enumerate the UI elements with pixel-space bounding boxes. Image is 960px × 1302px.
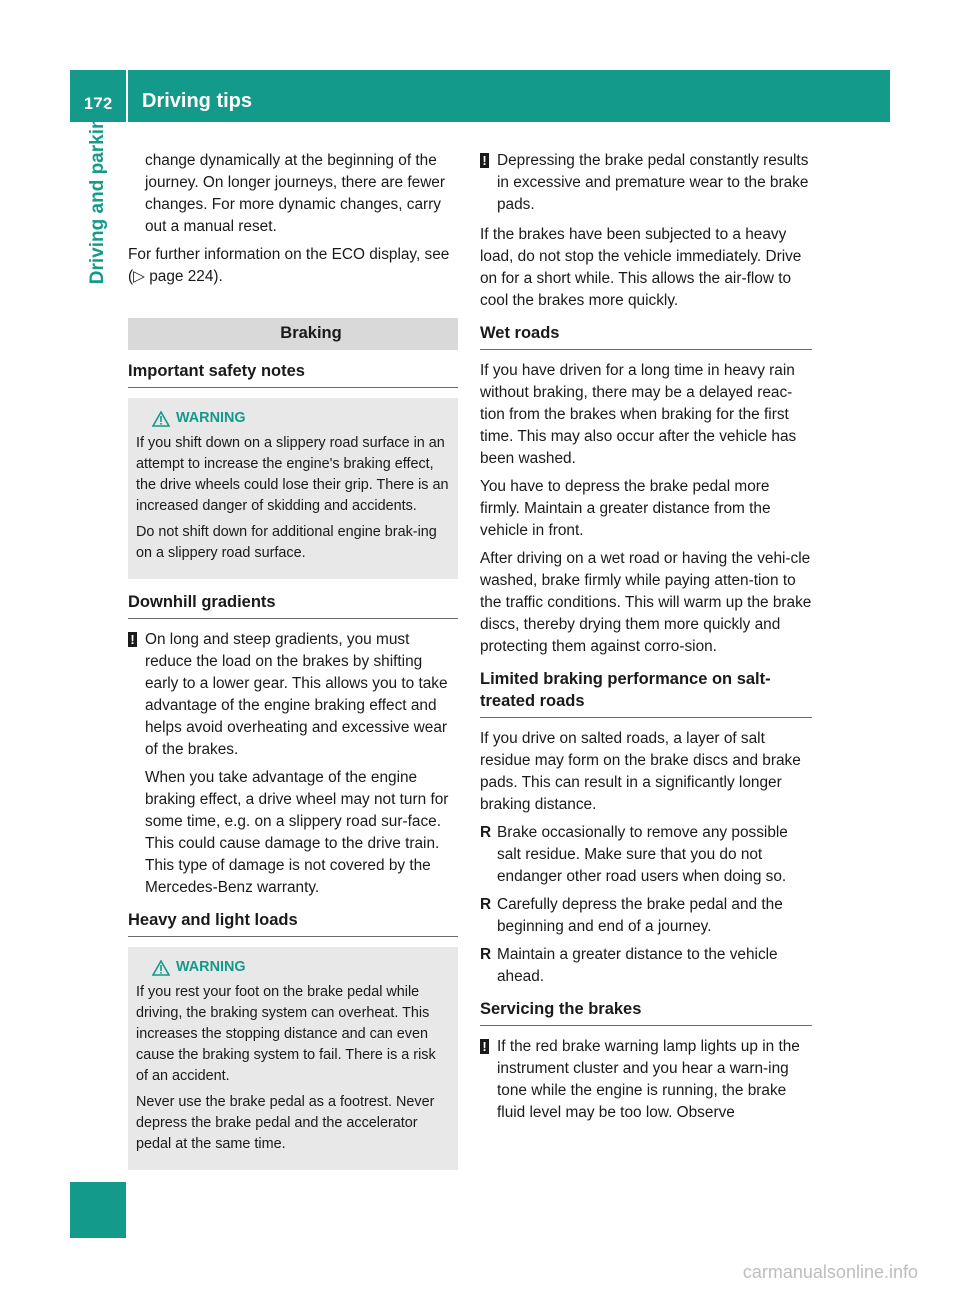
warning-text: If you rest your foot on the brake pedal while driving, the braking system can overheat. This increases the stopping distance and can even cause the braking system to fail. There is a risk of an accident. — [136, 984, 436, 1084]
section-title-braking — [128, 318, 458, 350]
bullet-icon: R — [480, 946, 492, 963]
warning-label: WARNING — [176, 959, 246, 975]
exclamation-icon: ! — [128, 632, 137, 647]
warning-header — [136, 957, 450, 978]
bullet-icon: R — [480, 896, 492, 913]
notice-brake-pads — [480, 150, 812, 216]
warning-triangle-icon — [152, 960, 170, 976]
list-item — [480, 822, 812, 888]
list-item-text: Maintain a greater distance to the vehicle ahead. — [497, 946, 778, 985]
eco-reference: For further information on the ECO display, see (▷ page 224). — [128, 246, 450, 285]
page-number: 172 — [83, 94, 113, 113]
paragraph-salt: If you drive on salted roads, a layer of salt residue may form on the brake discs and brake pads. This can result in a significantly longer braking distance. — [480, 730, 801, 813]
paragraph-heavy-load: If the brakes have been subjected to a heavy load, do not stop the vehicle immediately. Drive on for a short while. This allows the air-flow to cool the brakes more quickly. — [480, 226, 802, 309]
notice-downhill — [128, 629, 458, 899]
heading-salt-treated-roads: Limited braking performance on salt-treated roads — [480, 668, 812, 718]
left-column — [128, 150, 458, 1182]
warning-triangle-icon — [152, 411, 170, 427]
warning-label: WARNING — [176, 410, 246, 426]
warning-text: If you shift down on a slippery road surface in an attempt to increase the engine's braking effect, the drive wheels could lose their grip. There is an increased danger of skidding and accidents. — [136, 435, 449, 514]
header-divider — [126, 70, 128, 122]
chapter-tab-label: Driving and parking — [87, 105, 108, 285]
warning-text: Do not shift down for additional engine brak-ing on a slippery road surface. — [136, 524, 437, 561]
page-title: Driving tips — [142, 90, 253, 112]
watermark: carmanualsonline.info — [742, 1262, 918, 1282]
warning-box-downshift — [128, 398, 458, 579]
heading-servicing-brakes: Servicing the brakes — [480, 998, 812, 1026]
notice-text: When you take advantage of the engine braking effect, a drive wheel may not turn for some time, e.g. on a slippery road sur-face. This could cause damage to the drive train. This type of damage is not covered by the Mercedes-Benz warranty. — [145, 769, 449, 896]
list-item-text: Carefully depress the brake pedal and the beginning and end of a journey. — [497, 896, 783, 935]
heading-wet-roads: Wet roads — [480, 322, 812, 350]
list-item — [480, 944, 812, 988]
section-title-text: Braking — [280, 324, 342, 342]
warning-header — [136, 408, 450, 429]
chapter-marker — [70, 1182, 126, 1238]
paragraph-wet-3: After driving on a wet road or having the vehi-cle washed, brake firmly while paying atten-tion to the traffic conditions. This will warm up the brake discs, thereby drying them more quickly and protecting them against corro-sion. — [480, 550, 812, 655]
right-column — [480, 150, 812, 1132]
exclamation-icon: ! — [480, 153, 489, 168]
heading-heavy-light-loads: Heavy and light loads — [128, 909, 458, 937]
notice-text: If the red brake warning lamp lights up in the instrument cluster and you hear a warn-ing tone while the engine is running, the brake fluid level may be too low. Observe — [497, 1038, 800, 1121]
warning-text: Never use the brake pedal as a footrest. Never depress the brake pedal and the accelerator pedal at the same time. — [136, 1094, 435, 1152]
bullet-icon: R — [480, 824, 492, 841]
heading-important-safety-notes: Important safety notes — [128, 360, 458, 388]
intro-continuation: change dynamically at the beginning of the journey. On longer journeys, there are fewer changes. For more dynamic changes, carry out a manual reset. — [145, 152, 445, 235]
list-item — [480, 894, 812, 938]
notice-text: Depressing the brake pedal constantly results in excessive and premature wear to the brake pads. — [497, 152, 809, 213]
warning-box-brake-pedal — [128, 947, 458, 1170]
paragraph-wet-1: If you have driven for a long time in heavy rain without braking, there may be a delayed reac-tion from the brakes when braking for the first time. This may also occur after the vehicle has been washed. — [480, 362, 797, 467]
paragraph-wet-2: You have to depress the brake pedal more firmly. Maintain a greater distance from the vehicle in front. — [480, 478, 771, 539]
notice-brake-warning-lamp — [480, 1036, 812, 1124]
list-item-text: Brake occasionally to remove any possible salt residue. Make sure that you do not endanger other road users when doing so. — [497, 824, 788, 885]
notice-text: On long and steep gradients, you must reduce the load on the brakes by shifting early to a lower gear. This allows you to take advantage of the engine braking effect and helps avoid overheating and excessive wear of the brakes. — [145, 631, 448, 758]
exclamation-icon: ! — [480, 1039, 489, 1054]
heading-downhill-gradients: Downhill gradients — [128, 591, 458, 619]
